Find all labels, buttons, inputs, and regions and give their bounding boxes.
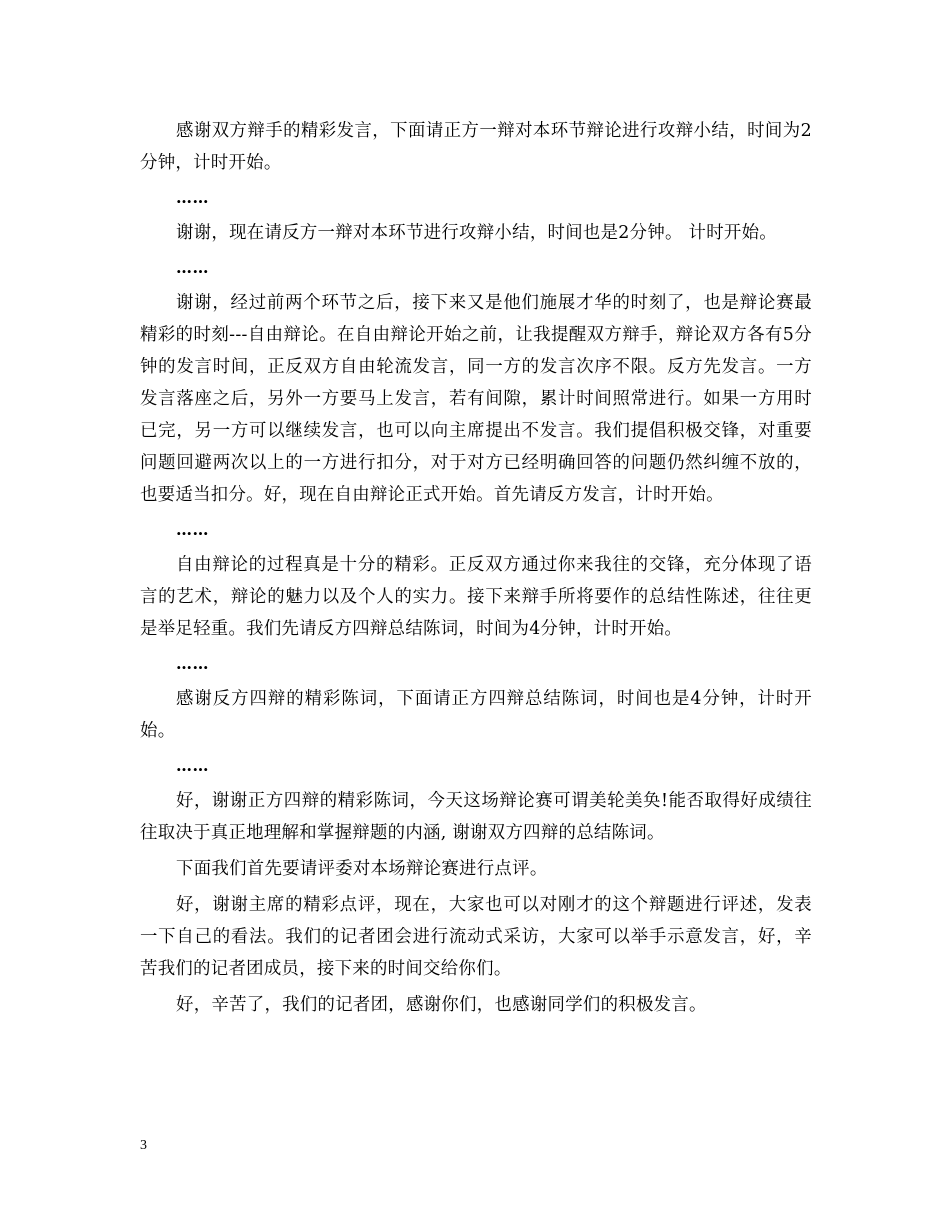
ellipsis-separator: …… — [176, 654, 209, 673]
paragraph: 谢谢，现在请反方一辩对本环节进行攻辩小结，时间也是2分钟。 计时开始。 — [176, 223, 777, 243]
ellipsis-separator: …… — [176, 258, 209, 277]
paragraph: 感谢双方辩手的精彩发言，下面请正方一辩对本环节辩论进行攻辩小结，时间为2分钟，计时开始。 — [140, 121, 812, 173]
paragraph: 自由辩论的过程真是十分的精彩。正反双方通过你来我往的交锋，充分体现了语言的艺术，辩论的魅力以及个人的实力。接下来辩手所将要作的总结性陈述，往往更是举足轻重。我们先请反方四辩总结陈词，时间为4分钟，计时开始。 — [140, 555, 812, 639]
ellipsis-separator: …… — [176, 756, 209, 775]
paragraph: 感谢反方四辩的精彩陈词，下面请正方四辩总结陈词，时间也是4分钟，计时开始。 — [140, 689, 812, 741]
paragraph: 谢谢，经过前两个环节之后，接下来又是他们施展才华的时刻了，也是辩论赛最精彩的时刻---自由辩论。在自由辩论开始之前，让我提醒双方辩手，辩论双方各有5分钟的发言时间，正反双方自由轮流发言，同一方的发言次序不限。反方先发言。一方发言落座之后，另外一方要马上发言，若有间隙，累计时间照常进行。如果一方用时已完，另一方可以继续发言，也可以向主席提出不发言。我们提倡积极交锋，对重要问题回避两次以上的一方进行扣分，对于对方已经明确回答的问题仍然纠缠不放的，也要适当扣分。好，现在自由辩论正式开始。首先请反方发言，计时开始。 — [140, 293, 812, 505]
ellipsis-separator: …… — [176, 188, 209, 207]
page-number: 3 — [140, 1138, 147, 1153]
paragraph: 好，谢谢主席的精彩点评，现在，大家也可以对刚才的这个辩题进行评述，发表一下自己的看法。我们的记者团会进行流动式采访，大家可以举手示意发言，好，辛苦我们的记者团成员，接下来的时间交给你们。 — [140, 895, 812, 979]
document-body — [140, 115, 812, 1025]
paragraph: 好，谢谢正方四辩的精彩陈词，今天这场辩论赛可谓美轮美奂!能否取得好成绩往往取决于真正地理解和掌握辩题的内涵, 谢谢双方四辩的总结陈词。 — [140, 791, 812, 843]
paragraph: 下面我们首先要请评委对本场辩论赛进行点评。 — [176, 859, 548, 879]
ellipsis-separator: …… — [176, 520, 209, 539]
paragraph: 好，辛苦了，我们的记者团，感谢你们，也感谢同学们的积极发言。 — [176, 995, 707, 1015]
